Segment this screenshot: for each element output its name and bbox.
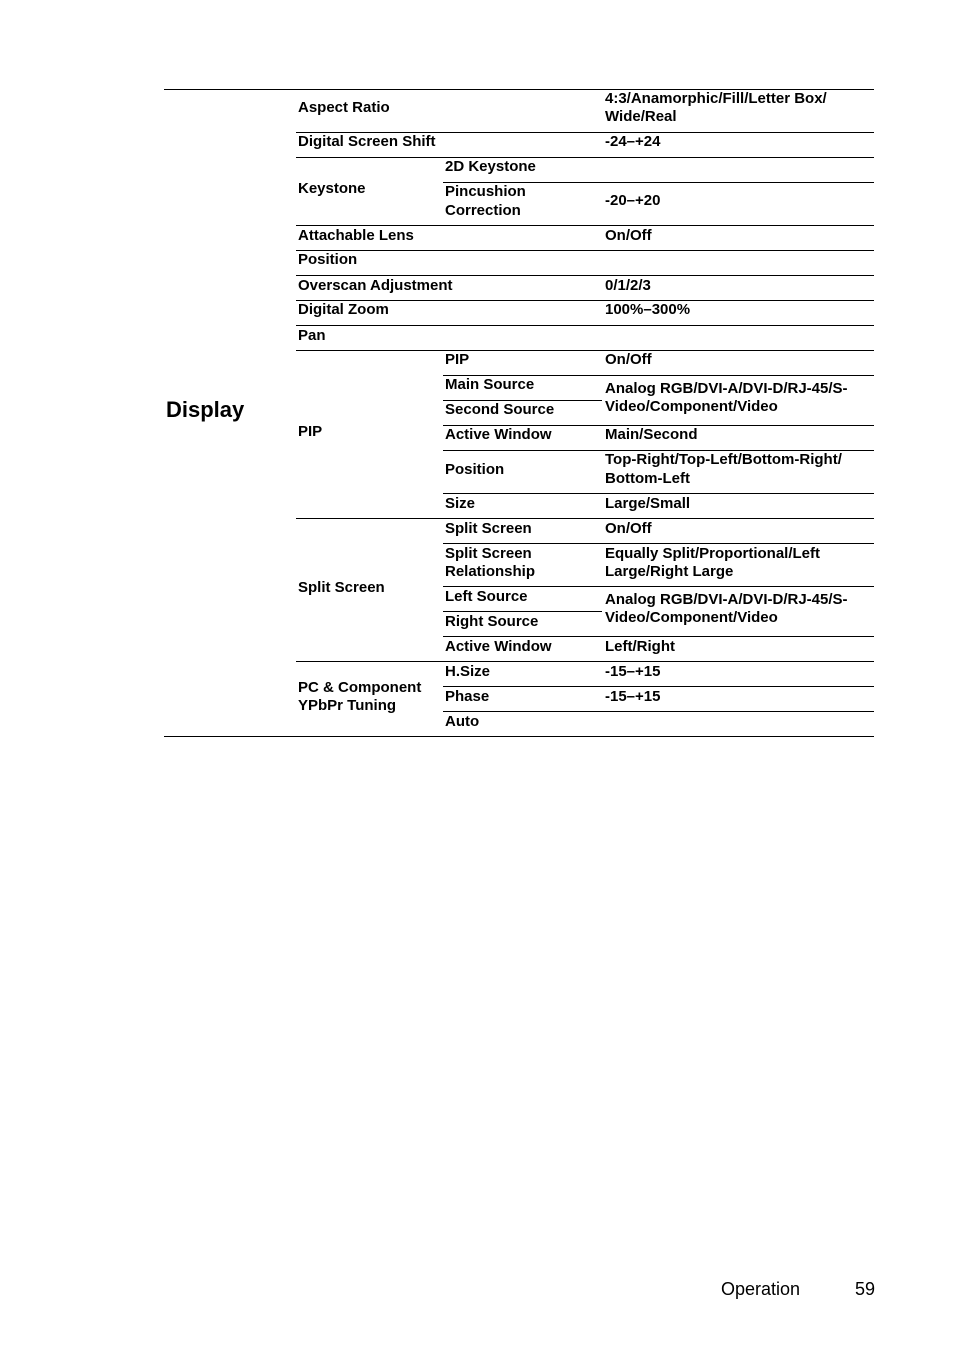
- row-divider: [296, 225, 874, 226]
- relationship-label-cont: Relationship: [445, 563, 536, 580]
- digital-screen-shift-value: -24–+24: [605, 133, 661, 150]
- pip-value: On/Off: [605, 351, 652, 368]
- pip-label: PIP: [445, 351, 470, 368]
- row-divider: [296, 250, 874, 251]
- pip-position-value: Top-Right/Top-Left/Bottom-Right/: [605, 451, 842, 468]
- row-divider: [296, 661, 874, 662]
- row-divider: [296, 275, 874, 276]
- pip-position-value-cont: Bottom-Left: [605, 470, 690, 487]
- second-source-label: Second Source: [445, 401, 555, 418]
- pip-size-value: Large/Small: [605, 495, 691, 512]
- pincushion-label-cont: Correction: [445, 202, 521, 219]
- overscan-value: 0/1/2/3: [605, 277, 651, 294]
- row-divider: [443, 636, 874, 637]
- pc-tuning-label: PC & Component: [298, 679, 422, 696]
- page-number: 59: [855, 1279, 876, 1299]
- split-sources-value-cont: Video/Component/Video: [605, 609, 778, 626]
- relationship-value: Equally Split/Proportional/Left: [605, 545, 821, 562]
- pip-sources-value: Analog RGB/DVI-A/DVI-D/RJ-45/S-: [605, 380, 848, 397]
- pan-label: Pan: [298, 327, 326, 344]
- phase-value: -15–+15: [605, 688, 661, 705]
- hsize-label: H.Size: [445, 663, 491, 680]
- right-source-label: Right Source: [445, 613, 539, 630]
- hsize-value: -15–+15: [605, 663, 661, 680]
- aspect-ratio-value: 4:3/Anamorphic/Fill/Letter Box/: [605, 90, 827, 107]
- pip-active-window-value: Main/Second: [605, 426, 698, 443]
- row-divider: [296, 157, 874, 158]
- row-divider: [443, 686, 874, 687]
- pip-active-window-label: Active Window: [445, 426, 552, 443]
- phase-label: Phase: [445, 688, 490, 705]
- relationship-value-cont: Large/Right Large: [605, 563, 734, 580]
- split-active-window-value: Left/Right: [605, 638, 675, 655]
- pc-tuning-label-cont: YPbPr Tuning: [298, 697, 397, 714]
- pip-group-label: PIP: [298, 423, 323, 440]
- relationship-label: Split Screen: [445, 545, 532, 562]
- split-screen-value: On/Off: [605, 520, 652, 537]
- pip-position-label: Position: [445, 461, 505, 478]
- pincushion-label: Pincushion: [445, 183, 526, 200]
- section-label: Display: [166, 397, 245, 422]
- row-divider: [443, 493, 874, 494]
- aspect-ratio-label: Aspect Ratio: [298, 99, 390, 116]
- position-label: Position: [298, 251, 358, 268]
- pincushion-value: -20–+20: [605, 192, 661, 209]
- row-divider: [443, 711, 874, 712]
- row-divider: [443, 611, 602, 612]
- split-active-window-label: Active Window: [445, 638, 552, 655]
- auto-label: Auto: [445, 713, 480, 730]
- row-divider: [296, 350, 874, 351]
- pip-size-label: Size: [445, 495, 476, 512]
- 2d-keystone-label: 2D Keystone: [445, 158, 536, 175]
- row-divider: [296, 325, 874, 326]
- split-sources-value: Analog RGB/DVI-A/DVI-D/RJ-45/S-: [605, 591, 848, 608]
- keystone-label: Keystone: [298, 180, 366, 197]
- row-divider: [443, 586, 874, 587]
- pip-sources-value-cont: Video/Component/Video: [605, 398, 778, 415]
- row-divider: [296, 518, 874, 519]
- attachable-lens-label: Attachable Lens: [298, 227, 414, 244]
- attachable-lens-value: On/Off: [605, 227, 652, 244]
- main-source-label: Main Source: [445, 376, 535, 393]
- footer-section: Operation: [721, 1279, 801, 1299]
- digital-zoom-label: Digital Zoom: [298, 301, 389, 318]
- digital-screen-shift-label: Digital Screen Shift: [298, 133, 436, 150]
- aspect-ratio-value-cont: Wide/Real: [605, 108, 677, 125]
- split-screen-label: Split Screen: [445, 520, 532, 537]
- table-bottom-rule: [164, 736, 874, 737]
- left-source-label: Left Source: [445, 588, 528, 605]
- split-screen-group-label: Split Screen: [298, 579, 385, 596]
- overscan-label: Overscan Adjustment: [298, 277, 453, 294]
- row-divider: [443, 543, 874, 544]
- digital-zoom-value: 100%–300%: [605, 301, 691, 318]
